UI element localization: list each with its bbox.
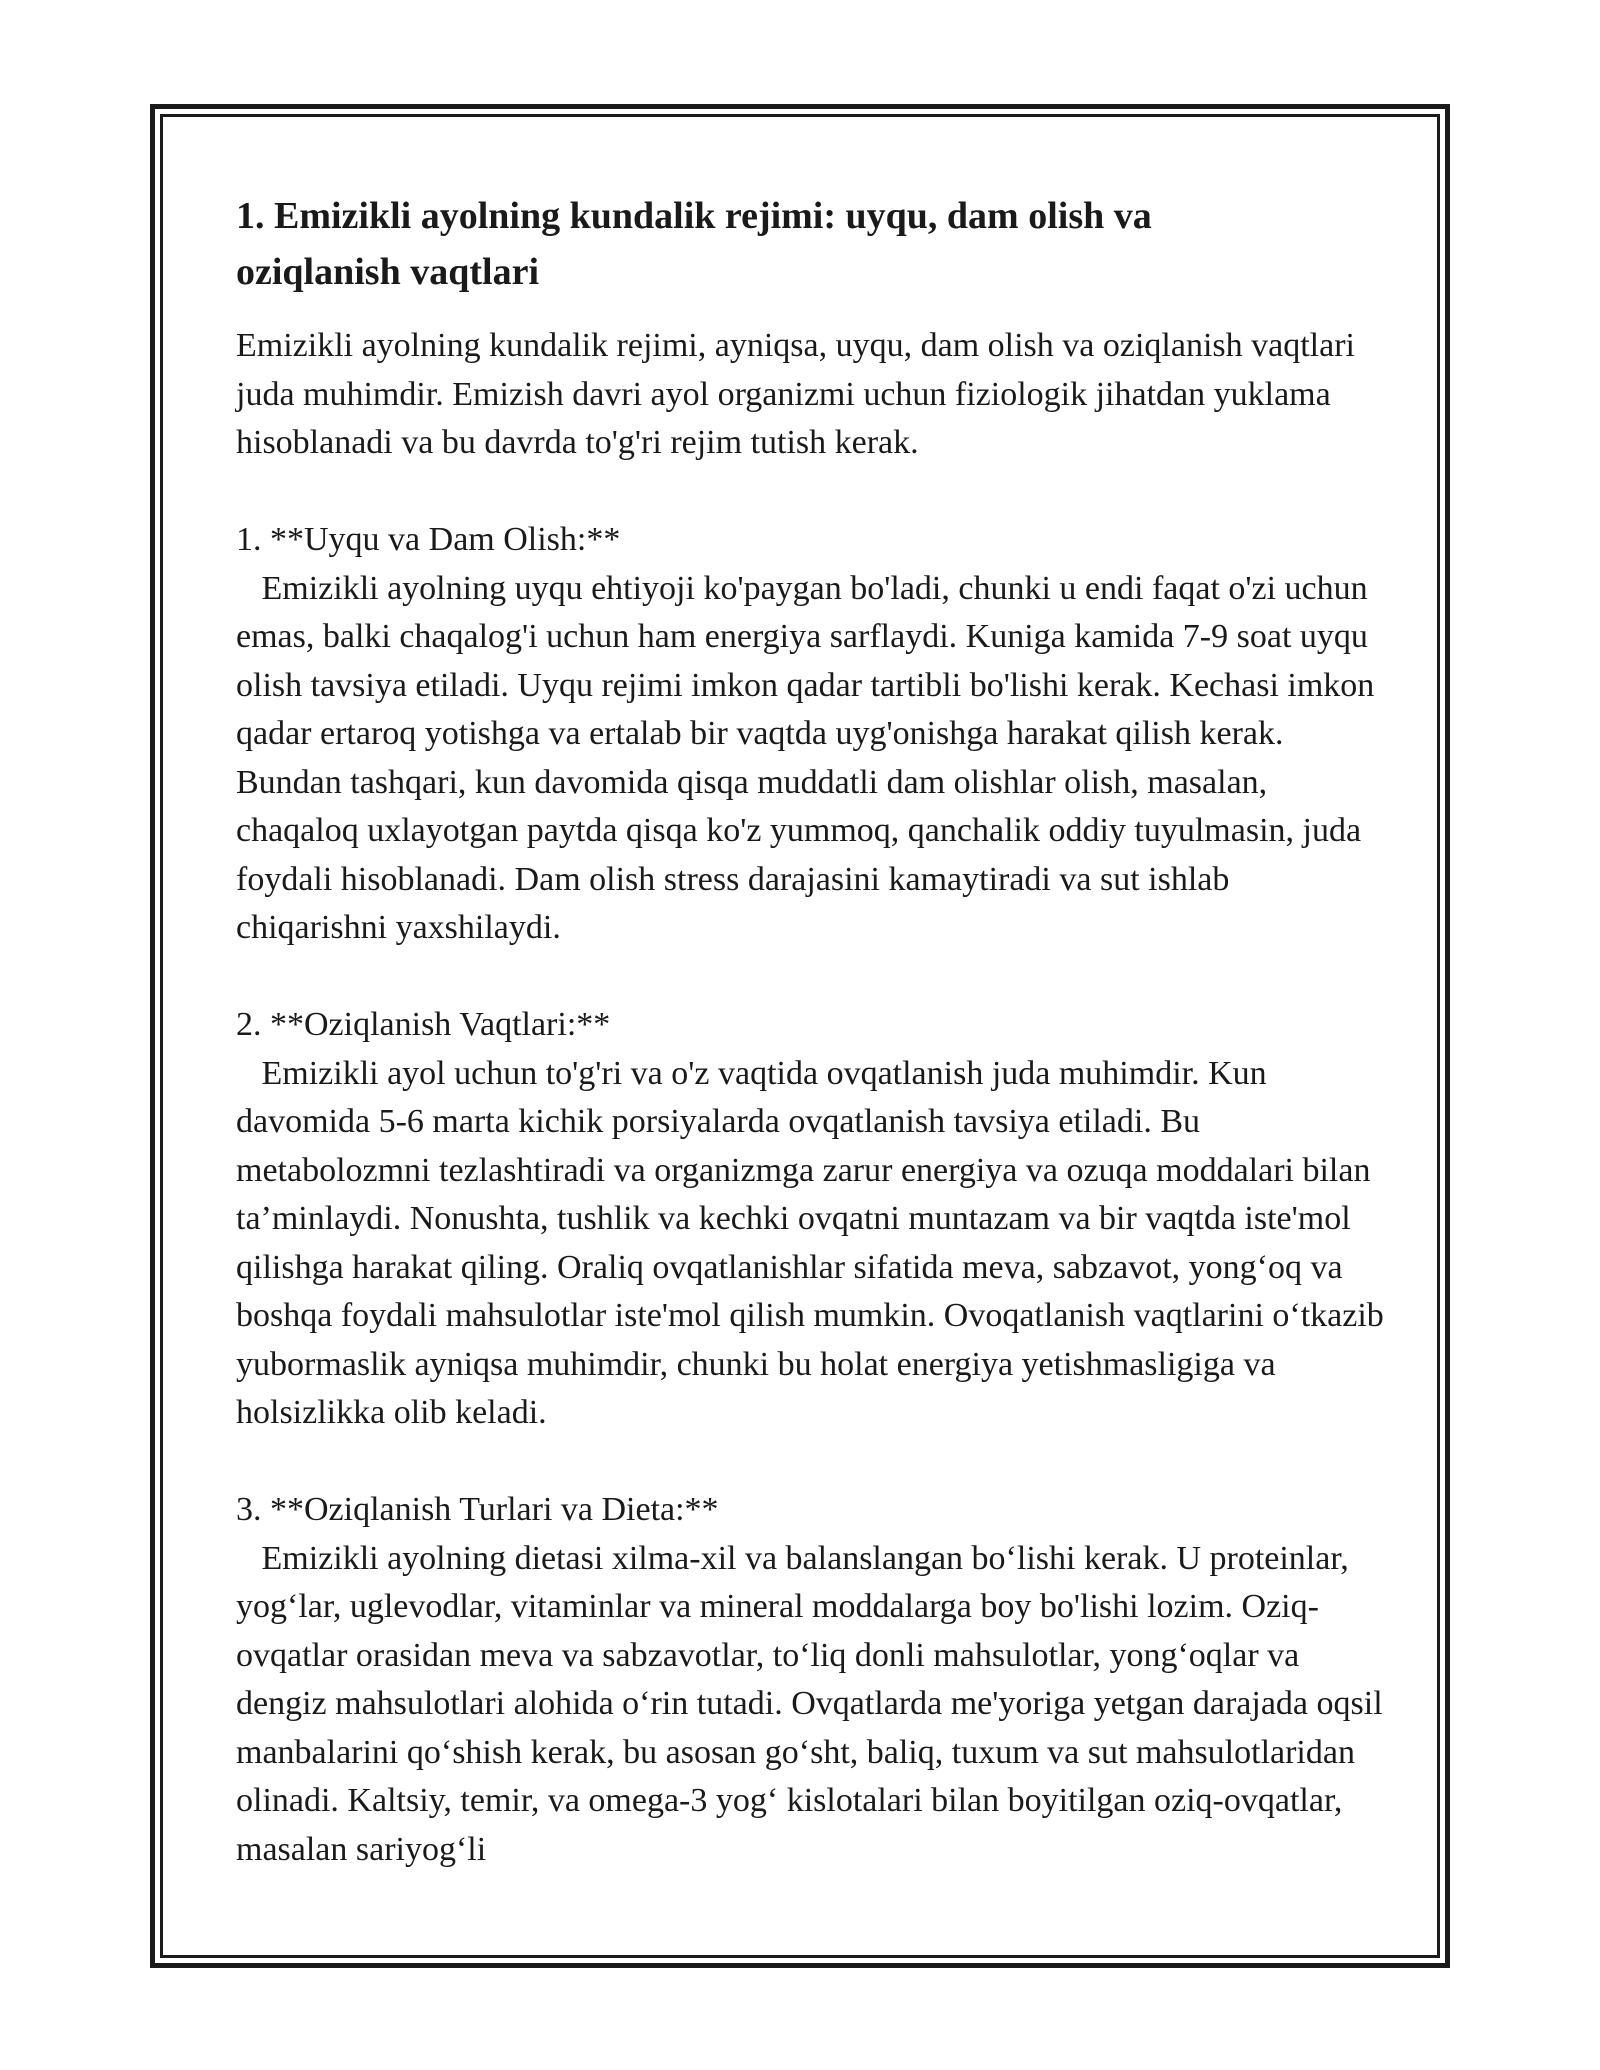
paragraph-gap	[236, 1438, 1386, 1487]
section-heading-meal-times: 2. **Oziqlanish Vaqtlari:**	[236, 1006, 611, 1043]
section-body-meal-times: Emizikli ayol uchun to'g'ri va o'z vaqtida ovqatlanish juda muhimdir. Kun davomida 5-6 marta kichik porsiyalarda ovqatlanish tavsiya etiladi. Bu metabolozmni tezlashtiradi va organizmga zarur energiya va ozuqa moddalari bilan ta’minlaydi. Nonushta, tushlik va kechki ovqatni muntazam va bir vaqtda iste'mol qilishga harakat qiling. Oraliq ovqatlanishlar sifatida meva, sabzavot, yong‘oq va boshqa foydali mahsulotlar iste'mol qilish mumkin. Ovoqatlanish vaqtlarini o‘tkazib yubormaslik ayniqsa muhimdir, chunki bu holat energiya yetishmasligiga va holsizlikka olib keladi.	[236, 1054, 1393, 1431]
paragraph-gap	[236, 468, 1386, 517]
document-title: 1. Emizikli ayolning kundalik rejimi: uyqu, dam olish va oziqlanish vaqtlari	[236, 195, 1152, 293]
section-body-diet: Emizikli ayolning dietasi xilma-xil va balanslangan bo‘lishi kerak. U proteinlar, yog‘lar, uglevodlar, vitaminlar va mineral moddalarga boy bo'lishi lozim. Oziq-ovqatlar orasidan meva va sabzavotlar, to‘liq donli mahsulotlar, yong‘oqlar va dengiz mahsulotlari alohida o‘rin tutadi. Ovqatlarda me'yoriga yetgan darajada oqsil manbalarini qo‘shish kerak, bu asosan go‘sht, baliq, tuxum va sut mahsulotlaridan olinadi. Kaltsiy, temir, va omega-3 yog‘ kislotalari bilan boyitilgan oziq-ovqatlar, masalan sariyog‘li	[236, 1539, 1392, 1868]
section-heading-sleep: 1. **Uyqu va Dam Olish:**	[236, 521, 621, 558]
document-body	[236, 188, 1393, 1874]
section-heading-diet: 3. **Oziqlanish Turlari va Dieta:**	[236, 1491, 719, 1528]
section-body-sleep: Emizikli ayolning uyqu ehtiyoji ko'paygan bo'ladi, chunki u endi faqat o'zi uchun emas, balki chaqalog'i uchun ham energiya sarflaydi. Kuniga kamida 7-9 soat uyqu olish tavsiya etiladi. Uyqu rejimi imkon qadar tartibli bo'lishi kerak. Kechasi imkon qadar ertaroq yotishga va ertalab bir vaqtda uyg'onishga harakat qilish kerak. Bundan tashqari, kun davomida qisqa muddatli dam olishlar olish, masalan, chaqaloq uxlayotgan paytda qisqa ko'z yummoq, qanchalik oddiy tuyulmasin, juda foydali hisoblanadi. Dam olish stress darajasini kamaytiradi va sut ishlab chiqarishni yaxshilaydi.	[236, 569, 1383, 946]
intro-paragraph: Emizikli ayolning kundalik rejimi, ayniqsa, uyqu, dam olish va oziqlanish vaqtlari juda muhimdir. Emizish davri ayol organizmi uchun fiziologik jihatdan yuklama hisoblanadi va bu davrda to'g'ri rejim tutish kerak.	[236, 327, 1364, 461]
paragraph-gap	[236, 953, 1386, 1002]
